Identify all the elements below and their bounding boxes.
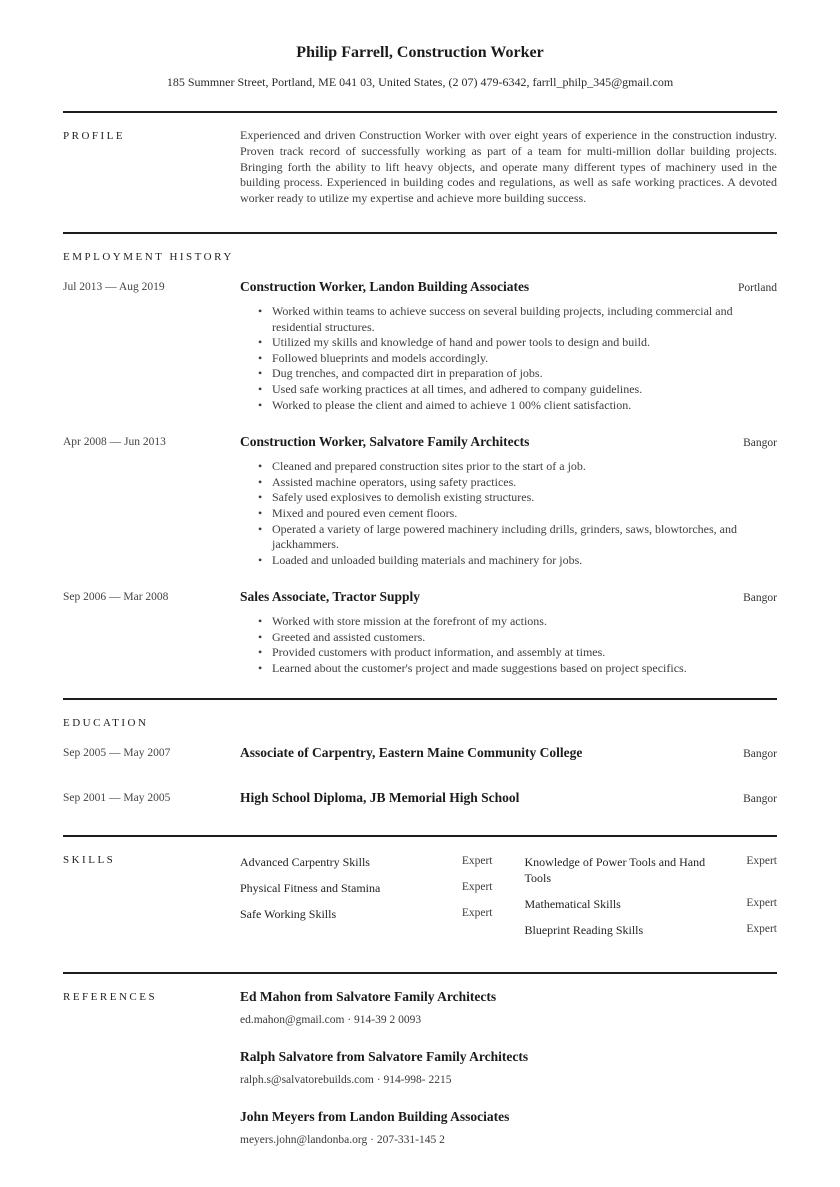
skills-grid: [240, 852, 777, 948]
job-bullet: • Loaded and unloaded building materials and machinery for jobs.: [240, 553, 777, 569]
reference-name: Ralph Salvatore from Salvatore Family Architects: [240, 1048, 529, 1064]
job-bullet: • Followed blueprints and models accordingly.: [240, 351, 777, 367]
job-bullet: • Provided customers with product information, and assembly at times.: [240, 645, 777, 661]
job-dates: Sep 2006 — Mar 2008: [63, 591, 169, 604]
job-title-row: [240, 589, 777, 605]
section-label-references: REFERENCES: [63, 990, 158, 1003]
education-dates: Sep 2001 — May 2005: [63, 791, 171, 804]
job-entry-salvatore: [63, 434, 777, 568]
job-bullet: • Worked within teams to achieve success on several building projects, including commercial and residential structures.: [240, 304, 777, 335]
reference-contact: meyers.john@landonba.org · 207-331-145 2: [240, 1133, 445, 1146]
references-list: [240, 989, 777, 1169]
reference-entry: [240, 1109, 777, 1146]
job-bullet: • Assisted machine operators, using safety practices.: [240, 475, 777, 491]
skill-item: [525, 896, 778, 912]
skill-level: Expert: [746, 922, 777, 935]
job-bullet: • Operated a variety of large powered machinery including drills, grinders, saws, blowtorches, and jackhammers.: [240, 522, 777, 553]
education-entry-college: [63, 745, 777, 761]
job-title: Construction Worker, Salvatore Family Architects: [240, 434, 530, 450]
job-dates: Jul 2013 — Aug 2019: [63, 280, 165, 293]
skill-item: [525, 854, 778, 886]
job-bullet: • Utilized my skills and knowledge of hand and power tools to design and build.: [240, 335, 777, 351]
skill-level: Expert: [746, 896, 777, 909]
education-location: Bangor: [743, 792, 777, 805]
section-label-profile: PROFILE: [63, 130, 126, 142]
employment-label-row: [63, 234, 777, 263]
skill-name: Advanced Carpentry Skills: [240, 854, 370, 869]
education-title-row: [240, 745, 777, 761]
job-header: [63, 434, 777, 450]
job-bullets-row: [63, 605, 777, 676]
skill-level: Expert: [746, 854, 777, 867]
skill-item: [525, 922, 778, 938]
skill-item: [240, 906, 493, 922]
job-header: [63, 279, 777, 295]
job-location: Bangor: [743, 592, 777, 605]
reference-entry: [240, 1049, 777, 1086]
education-entry-high-school: [63, 790, 777, 806]
employment-section: [63, 234, 777, 677]
section-label-employment: EMPLOYMENT HISTORY: [63, 250, 234, 263]
skill-level: Expert: [461, 854, 493, 867]
section-label-education: EDUCATION: [63, 716, 149, 729]
job-bullet: • Learned about the customer's project and made suggestions based on project specifics.: [240, 661, 777, 677]
skills-section: [63, 837, 777, 948]
job-bullets-row: [63, 450, 777, 568]
job-dates: Apr 2008 — Jun 2013: [63, 436, 166, 449]
skill-name: Physical Fitness and Stamina: [240, 880, 381, 895]
skills-column-left: [240, 854, 493, 948]
education-section: [63, 700, 777, 806]
reference-contact: ed.mahon@gmail.com · 914-39 2 0093: [240, 1013, 422, 1026]
resume-name: Philip Farrell, Construction Worker: [296, 44, 544, 61]
job-entry-landon: [63, 279, 777, 413]
skill-name: Safe Working Skills: [240, 906, 337, 921]
job-bullet: • Worked to please the client and aimed to achieve 1 00% client satisfaction.: [240, 398, 777, 414]
skill-name: Knowledge of Power Tools and Hand Tools: [524, 854, 706, 885]
job-header: [63, 589, 777, 605]
job-bullet: • Worked with store mission at the forefront of my actions.: [240, 614, 777, 630]
job-title: Construction Worker, Landon Building Associates: [240, 278, 530, 294]
education-title: High School Diploma, JB Memorial High School: [240, 789, 520, 805]
job-bullet: • Cleaned and prepared construction sites prior to the start of a job.: [240, 459, 777, 475]
skill-level: Expert: [461, 880, 493, 893]
job-entry-tractor-supply: [63, 589, 777, 676]
references-section: [63, 974, 777, 1169]
job-bullet-list: [240, 304, 777, 413]
skill-item: [240, 880, 493, 896]
job-location: Portland: [738, 281, 777, 294]
education-label-row: [63, 700, 777, 729]
job-bullet: • Used safe working practices at all times, and adhered to company guidelines.: [240, 382, 777, 398]
contact-line: 185 Summner Street, Portland, ME 041 03, United States, (2 07) 479-6342, farrll_philp_345@gmail.com: [166, 75, 674, 89]
job-bullet-list: [240, 459, 777, 568]
resume-header: [63, 44, 777, 90]
reference-name: Ed Mahon from Salvatore Family Architects: [240, 988, 497, 1004]
job-bullet: • Greeted and assisted customers.: [240, 630, 777, 646]
job-title-row: [240, 434, 777, 450]
section-label-skills: SKILLS: [63, 853, 116, 866]
education-dates: Sep 2005 — May 2007: [63, 746, 171, 759]
job-location: Bangor: [743, 437, 777, 450]
reference-name: John Meyers from Landon Building Associates: [240, 1108, 510, 1124]
education-title: Associate of Carpentry, Eastern Maine Community College: [240, 744, 583, 760]
job-bullet: • Safely used explosives to demolish existing structures.: [240, 490, 777, 506]
profile-section: [63, 113, 777, 207]
job-title: Sales Associate, Tractor Supply: [240, 589, 421, 605]
skill-name: Mathematical Skills: [524, 896, 621, 911]
skill-item: [240, 854, 493, 870]
job-bullets-row: [63, 295, 777, 413]
job-bullet: • Dug trenches, and compacted dirt in preparation of jobs.: [240, 366, 777, 382]
reference-contact: ralph.s@salvatorebuilds.com · 914-998- 2215: [240, 1073, 452, 1086]
reference-entry: [240, 989, 777, 1026]
education-location: Bangor: [743, 747, 777, 760]
education-title-row: [240, 790, 777, 806]
job-bullet: • Mixed and poured even cement floors.: [240, 506, 777, 522]
job-title-row: [240, 279, 777, 295]
profile-text: Experienced and driven Construction Worker with over eight years of experience in the construction industry. Proven track record of successfully working as part of a team for multi-million dollar building projects. Bringing forth the ability to lift heavy objects, and operate many different types of machinery used in the building process. Experienced in building codes and regulations, as well as safe working practices. A devoted worker ready to utilize my expertise and achieve more building success.: [240, 128, 777, 206]
job-bullet-list: [240, 614, 777, 676]
skills-column-right: [525, 854, 778, 948]
skill-name: Blueprint Reading Skills: [524, 922, 644, 937]
skill-level: Expert: [461, 906, 493, 919]
